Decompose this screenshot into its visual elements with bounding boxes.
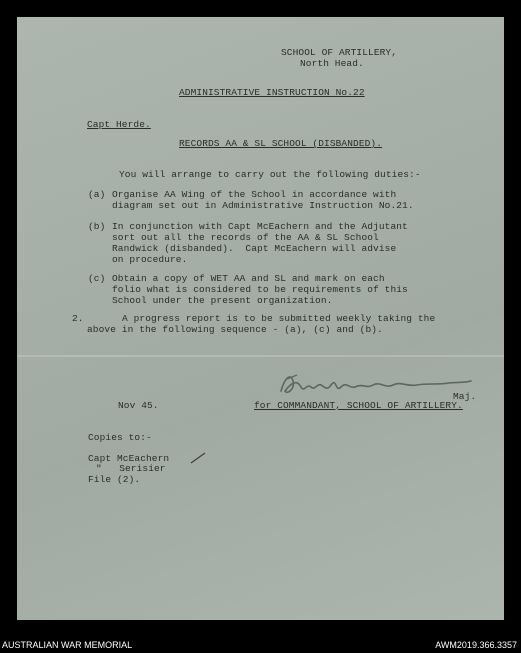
document-title: ADMINISTRATIVE INSTRUCTION No.22 <box>179 87 365 98</box>
intro-text: You will arrange to carry out the following duties:- <box>119 169 421 180</box>
document-date: Nov 45. <box>118 400 159 411</box>
copies-line: File (2). <box>88 474 141 485</box>
paper-crease <box>17 355 504 357</box>
item-c-line: School under the present organization. <box>112 295 333 306</box>
copies-heading: Copies to:- <box>88 432 152 443</box>
item-b-line: sort out all the records of the AA & SL School <box>112 232 379 243</box>
tick-mark <box>189 451 207 465</box>
para-2-number: 2. <box>72 313 84 324</box>
footer-left: AUSTRALIAN WAR MEMORIAL <box>2 640 133 650</box>
rank-label: Maj. <box>453 391 477 402</box>
para-2-line: A progress report is to be submitted weekly taking the <box>122 313 436 324</box>
subject-line: RECORDS AA & SL SCHOOL (DISBANDED). <box>179 138 383 149</box>
para-2-line: above in the following sequence - (a), (c) and (b). <box>87 324 383 335</box>
document-page <box>17 17 504 620</box>
org-line-1: SCHOOL OF ARTILLERY, <box>281 47 398 58</box>
org-line-2: North Head. <box>300 58 364 69</box>
item-c-label: (c) <box>88 273 106 284</box>
handwritten-signature <box>277 369 477 399</box>
item-c-line: Obtain a copy of WET AA and SL and mark on each <box>112 273 385 284</box>
item-a-label: (a) <box>88 189 106 200</box>
addressee: Capt Herde. <box>87 119 151 130</box>
item-b-line: Randwick (disbanded). Capt McEachern will advise <box>112 243 397 254</box>
footer-right: AWM2019.366.3357 <box>435 640 517 650</box>
item-b-label: (b) <box>88 221 106 232</box>
item-a-line: diagram set out in Administrative Instruction No.21. <box>112 200 414 211</box>
item-a-line: Organise AA Wing of the School in accordance with <box>112 189 397 200</box>
signature-block: for COMMANDANT, SCHOOL OF ARTILLERY. <box>254 400 463 411</box>
item-b-line: on procedure. <box>112 254 188 265</box>
item-c-line: folio what is considered to be requirements of this <box>112 284 408 295</box>
copies-line: " Serisier <box>96 463 166 474</box>
item-b-line: In conjunction with Capt McEachern and the Adjutant <box>112 221 408 232</box>
copies-line: Capt McEachern <box>88 453 170 464</box>
